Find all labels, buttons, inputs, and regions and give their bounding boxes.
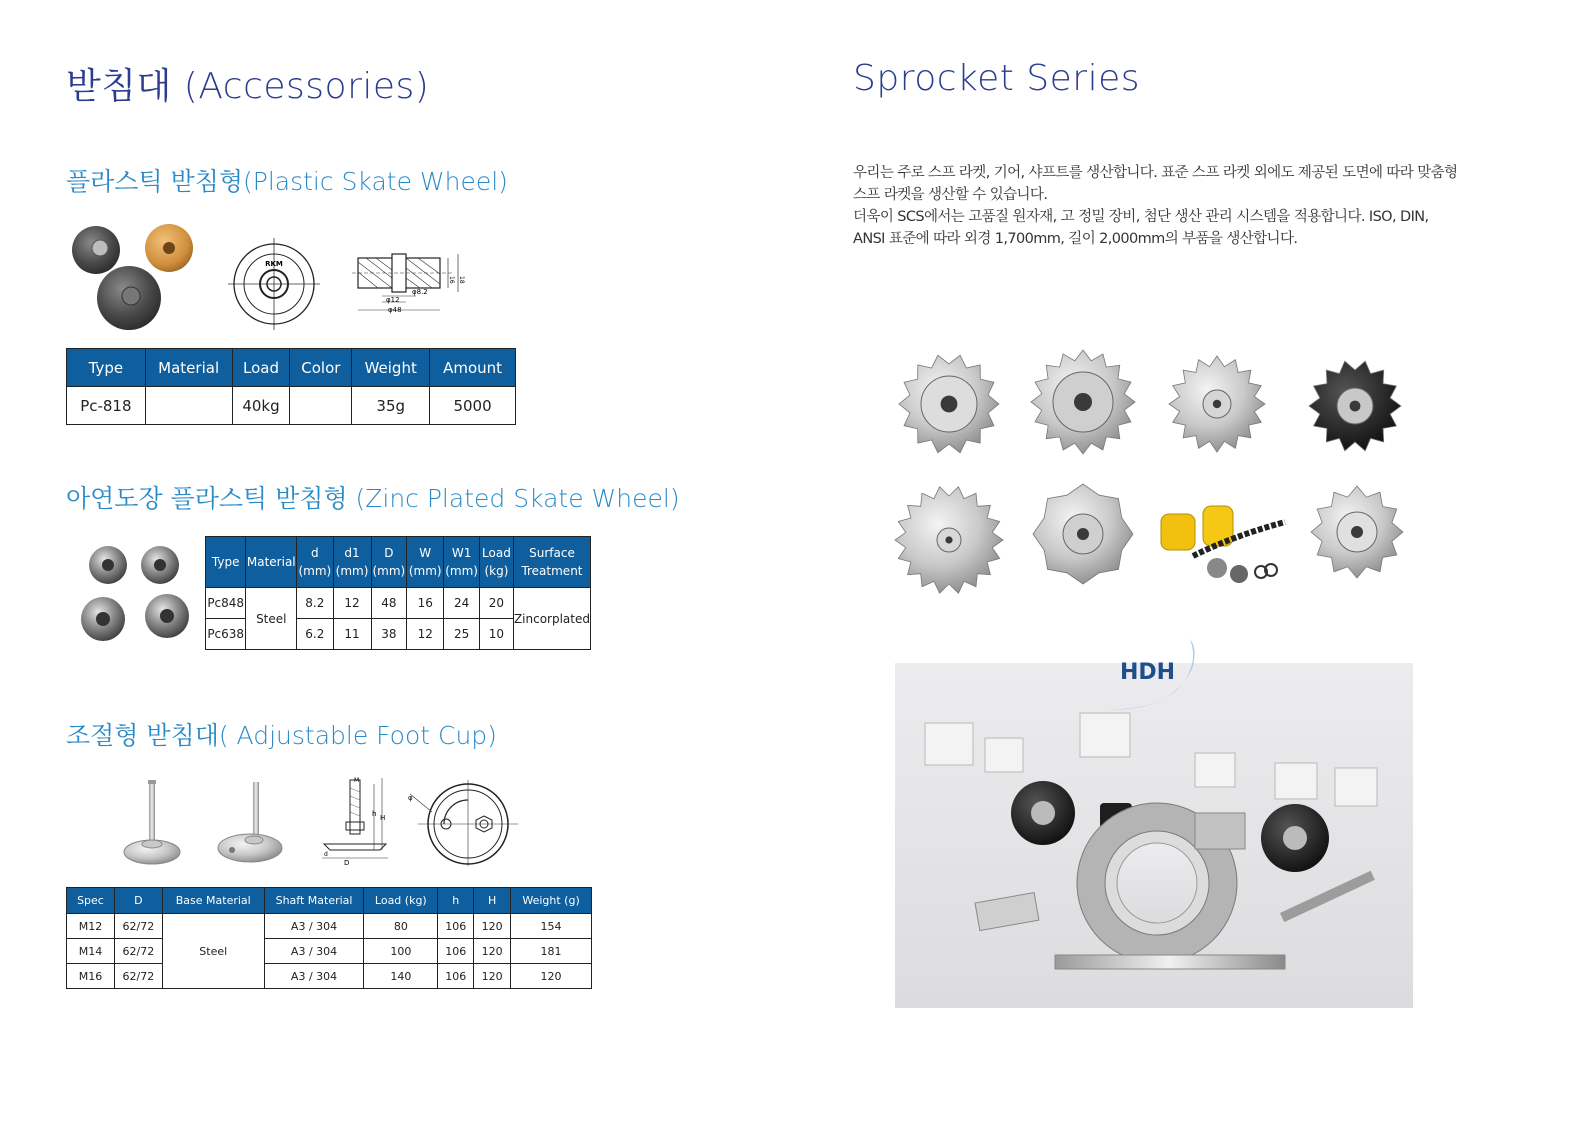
cell-load: 100 (364, 939, 438, 964)
col-color: Color (290, 349, 352, 387)
cell-h: 106 (438, 939, 474, 964)
plastic-skate-wheel-photo (66, 222, 206, 332)
dim-phi-8-2: φ8.2 (412, 288, 428, 296)
cell-W: 16 (407, 588, 444, 619)
cell-H: 120 (474, 964, 511, 989)
dim-H: H (380, 814, 386, 822)
sprocket-icon (1309, 361, 1401, 451)
hdh-logo-text: HDH (1120, 660, 1176, 685)
dim-h: h (372, 810, 377, 818)
cell-h: 106 (438, 914, 474, 939)
cell-d: 8.2 (297, 588, 333, 619)
page-title-accessories: 받침대 (Accessories) (66, 66, 430, 107)
cell-type: Pc-818 (67, 387, 146, 425)
col-load: Load (kg) (479, 537, 513, 588)
intro-line: 우리는 주로 스프 라켓, 기어, 샤프트를 생산합니다. 표준 스프 라켓 외에도 제공된 도면에 따라 맞춤형 (853, 165, 1458, 181)
col-load: Load (kg) (364, 888, 438, 914)
cell-D: 48 (371, 588, 407, 619)
col-d1: d1 (mm) (333, 537, 371, 588)
dim-18: 18 (458, 276, 465, 284)
adjustable-foot-cup-photo (120, 778, 296, 870)
table-row (206, 588, 591, 619)
cell-shaft: A3 / 304 (264, 914, 364, 939)
col-d: d (mm) (297, 537, 333, 588)
col-amount: Amount (430, 349, 516, 387)
adjustable-foot-cup-side-drawing (314, 774, 398, 866)
cell-load: 10 (479, 619, 513, 650)
zinc-skate-wheel-table (205, 536, 591, 650)
table-row (67, 939, 592, 964)
cell-shaft: A3 / 304 (264, 964, 364, 989)
brand-label: RKM (265, 260, 283, 268)
col-type: Type (67, 349, 146, 387)
col-type: Type (206, 537, 246, 588)
sprocket-icon (1033, 484, 1133, 584)
dim-phi-12: φ12 (386, 296, 400, 304)
dim-phi-48: φ48 (388, 306, 402, 314)
coupling-kit-icon (1161, 506, 1285, 583)
cell-material: Steel (246, 588, 297, 650)
section-title-plastic-skate-wheel: 플라스틱 받침형(Plastic Skate Wheel) (66, 167, 508, 196)
adjustable-foot-cup-top-drawing (406, 780, 518, 866)
col-H: H (474, 888, 511, 914)
intro-line: ANSI 표준에 따라 외경 1,700mm, 길이 2,000mm의 부품을 생산합니다. (853, 231, 1298, 247)
cell-amount: 5000 (430, 387, 516, 425)
col-load: Load (232, 349, 290, 387)
cell-base-material: Steel (162, 914, 264, 989)
cell-weight: 154 (511, 914, 592, 939)
cell-d: 6.2 (297, 619, 333, 650)
dim-phi: φ (408, 794, 413, 802)
table-row (67, 387, 516, 425)
col-weight: Weight (352, 349, 430, 387)
cell-W1: 25 (444, 619, 480, 650)
dim-16: 16 (448, 276, 455, 284)
plastic-skate-wheel-table (66, 348, 516, 425)
table-row (67, 914, 592, 939)
dim-D: D (344, 859, 350, 866)
col-W: W (mm) (407, 537, 444, 588)
col-material: Material (246, 537, 297, 588)
cell-D: 38 (371, 619, 407, 650)
col-surface-treatment: Surface Treatment (513, 537, 590, 588)
cell-spec: M12 (67, 914, 115, 939)
table-row (67, 964, 592, 989)
cell-weight: 120 (511, 964, 592, 989)
intro-paragraph (853, 162, 1458, 250)
cell-surface: Zincorplated (513, 588, 590, 650)
sprocket-icon (1031, 350, 1135, 454)
sprocket-icon (899, 355, 999, 452)
sprocket-icon (1169, 356, 1265, 452)
cell-h: 106 (438, 964, 474, 989)
cell-W1: 24 (444, 588, 480, 619)
cell-weight: 35g (352, 387, 430, 425)
cell-H: 120 (474, 914, 511, 939)
intro-line: 더욱이 SCS에서는 고품질 원자재, 고 정밀 장비, 첨단 생산 관리 시스템을 적용합니다. ISO, DIN, (853, 209, 1429, 225)
cell-load: 20 (479, 588, 513, 619)
dim-d: d (324, 851, 328, 858)
cell-load: 140 (364, 964, 438, 989)
col-material: Material (145, 349, 232, 387)
cell-type: Pc638 (206, 619, 246, 650)
sprocket-product-grid (893, 346, 1413, 596)
cell-W: 12 (407, 619, 444, 650)
zinc-skate-wheel-photo (76, 543, 196, 647)
col-weight: Weight (g) (511, 888, 592, 914)
gear-icon (1311, 486, 1403, 578)
col-W1: W1 (mm) (444, 537, 480, 588)
col-shaft-material: Shaft Material (264, 888, 364, 914)
hdh-logo (1100, 635, 1200, 713)
cell-spec: M14 (67, 939, 115, 964)
cell-shaft: A3 / 304 (264, 939, 364, 964)
cell-D: 62/72 (114, 914, 162, 939)
col-D: D (114, 888, 162, 914)
col-h: h (438, 888, 474, 914)
cell-material (145, 387, 232, 425)
intro-line: 스프 라켓을 생산할 수 있습니다. (853, 187, 1048, 203)
adjustable-foot-cup-table (66, 887, 592, 989)
section-title-zinc-plated-skate-wheel: 아연도장 플라스틱 받침형 (Zinc Plated Skate Wheel) (66, 484, 680, 513)
cell-type: Pc848 (206, 588, 246, 619)
cell-load: 40kg (232, 387, 290, 425)
sprocket-collection-photo (895, 663, 1413, 1008)
cell-load: 80 (364, 914, 438, 939)
cell-d1: 12 (333, 588, 371, 619)
cell-color (290, 387, 352, 425)
col-base-material: Base Material (162, 888, 264, 914)
cell-D: 62/72 (114, 964, 162, 989)
plastic-skate-wheel-front-drawing (228, 238, 320, 330)
col-spec: Spec (67, 888, 115, 914)
cell-weight: 181 (511, 939, 592, 964)
col-D: D (mm) (371, 537, 407, 588)
page-title-sprocket-series: Sprocket Series (853, 58, 1141, 99)
cell-d1: 11 (333, 619, 371, 650)
cell-H: 120 (474, 939, 511, 964)
cell-spec: M16 (67, 964, 115, 989)
section-title-adjustable-foot-cup: 조절형 받침대( Adjustable Foot Cup) (66, 721, 497, 750)
cell-D: 62/72 (114, 939, 162, 964)
plastic-skate-wheel-side-drawing (352, 250, 470, 316)
sprocket-icon (895, 487, 1003, 593)
dim-M: M (354, 777, 360, 784)
